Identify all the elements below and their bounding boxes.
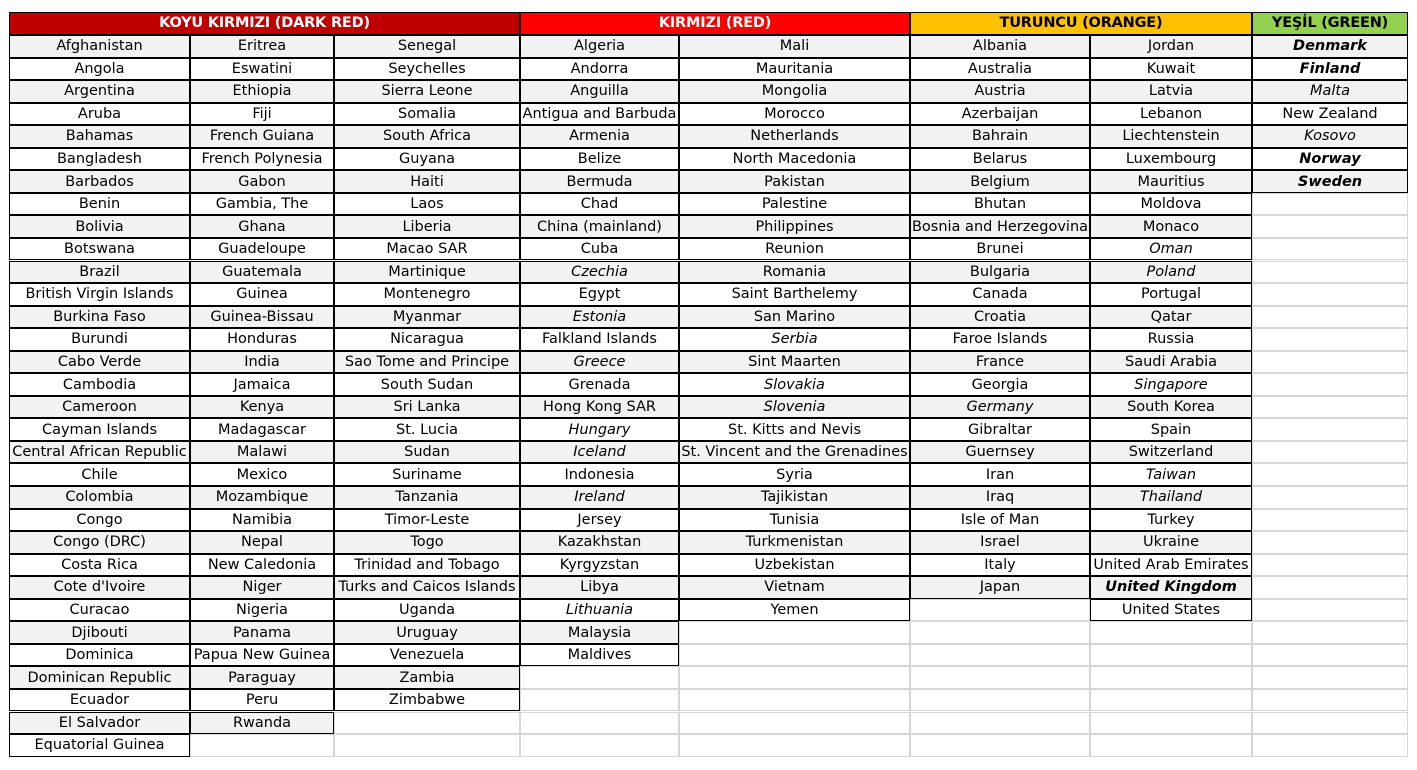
country-cell: Laos (334, 193, 520, 216)
country-cell: Cuba (520, 238, 679, 261)
country-cell: Serbia (679, 328, 910, 351)
country-cell: Monaco (1090, 215, 1252, 238)
country-cell: Liberia (334, 215, 520, 238)
country-cell: Anguilla (520, 80, 679, 103)
country-cell: Barbados (9, 170, 190, 193)
country-cell: Japan (910, 576, 1090, 599)
country-cell: Bhutan (910, 193, 1090, 216)
country-cell: Mexico (190, 463, 334, 486)
country-cell: Belarus (910, 148, 1090, 171)
country-cell: France (910, 351, 1090, 374)
empty-cell (1252, 261, 1408, 284)
country-cell: Russia (1090, 328, 1252, 351)
country-cell: Portugal (1090, 283, 1252, 306)
empty-cell (1090, 689, 1252, 712)
empty-cell (1252, 306, 1408, 329)
country-cell: Macao SAR (334, 238, 520, 261)
country-cell: Seychelles (334, 58, 520, 81)
country-cell: Germany (910, 396, 1090, 419)
empty-cell (679, 666, 910, 689)
country-cell: Uganda (334, 599, 520, 622)
country-cell: Turks and Caicos Islands (334, 576, 520, 599)
country-cell: India (190, 351, 334, 374)
empty-cell (520, 666, 679, 689)
empty-cell (1252, 441, 1408, 464)
country-cell: Brazil (9, 261, 190, 284)
country-cell: Belgium (910, 170, 1090, 193)
country-cell: Norway (1252, 148, 1408, 171)
empty-cell (1090, 712, 1252, 735)
empty-cell (1252, 644, 1408, 667)
country-cell: Madagascar (190, 418, 334, 441)
country-cell: Malaysia (520, 621, 679, 644)
country-cell: Botswana (9, 238, 190, 261)
country-cell: Bosnia and Herzegovina (910, 215, 1090, 238)
country-cell: Cameroon (9, 396, 190, 419)
country-cell: Papua New Guinea (190, 644, 334, 667)
empty-cell (334, 734, 520, 757)
empty-cell (1252, 599, 1408, 622)
empty-cell (1252, 509, 1408, 532)
country-cell: New Caledonia (190, 554, 334, 577)
country-cell: Azerbaijan (910, 103, 1090, 126)
empty-cell (520, 734, 679, 757)
empty-cell (1252, 373, 1408, 396)
header-orange: TURUNCU (ORANGE) (910, 12, 1252, 35)
country-cell: French Guiana (190, 125, 334, 148)
country-cell: St. Vincent and the Grenadines (679, 441, 910, 464)
country-cell: Colombia (9, 486, 190, 509)
country-cell: Bangladesh (9, 148, 190, 171)
header-green: YEŞİL (GREEN) (1252, 12, 1408, 35)
country-cell: Djibouti (9, 621, 190, 644)
country-cell: Ghana (190, 215, 334, 238)
country-cell: Mali (679, 35, 910, 58)
country-cell: Slovakia (679, 373, 910, 396)
header-dark-red: KOYU KIRMIZI (DARK RED) (9, 12, 520, 35)
country-cell: Niger (190, 576, 334, 599)
country-cell: Brunei (910, 238, 1090, 261)
country-cell: Eswatini (190, 58, 334, 81)
country-cell: Guadeloupe (190, 238, 334, 261)
country-cell: Morocco (679, 103, 910, 126)
country-cell: South Korea (1090, 396, 1252, 419)
empty-cell (910, 599, 1090, 622)
country-cell: Qatar (1090, 306, 1252, 329)
empty-cell (679, 734, 910, 757)
country-cell: Ethiopia (190, 80, 334, 103)
country-cell: Kyrgyzstan (520, 554, 679, 577)
country-cell: Tanzania (334, 486, 520, 509)
country-cell: Armenia (520, 125, 679, 148)
empty-cell (1252, 666, 1408, 689)
country-cell: Montenegro (334, 283, 520, 306)
country-cell: Egypt (520, 283, 679, 306)
country-cell: Saudi Arabia (1090, 351, 1252, 374)
country-cell: Iraq (910, 486, 1090, 509)
country-cell: Yemen (679, 599, 910, 622)
empty-cell (1252, 621, 1408, 644)
country-cell: Gabon (190, 170, 334, 193)
country-cell: Guernsey (910, 441, 1090, 464)
country-cell: Sri Lanka (334, 396, 520, 419)
country-cell: Panama (190, 621, 334, 644)
country-cell: Somalia (334, 103, 520, 126)
country-cell: Cabo Verde (9, 351, 190, 374)
country-cell: Benin (9, 193, 190, 216)
country-cell: Dominican Republic (9, 666, 190, 689)
empty-cell (1090, 734, 1252, 757)
empty-cell (190, 734, 334, 757)
country-cell: Turkey (1090, 509, 1252, 532)
empty-cell (910, 734, 1090, 757)
empty-cell (1252, 463, 1408, 486)
country-cell: Denmark (1252, 35, 1408, 58)
country-cell: Maldives (520, 644, 679, 667)
country-cell: Jordan (1090, 35, 1252, 58)
country-cell: Zambia (334, 666, 520, 689)
country-cell: Reunion (679, 238, 910, 261)
country-cell: Sao Tome and Principe (334, 351, 520, 374)
country-cell: United Arab Emirates (1090, 554, 1252, 577)
country-cell: Jamaica (190, 373, 334, 396)
empty-cell (1252, 689, 1408, 712)
country-cell: Albania (910, 35, 1090, 58)
country-cell: Bahrain (910, 125, 1090, 148)
country-cell: Gambia, The (190, 193, 334, 216)
country-cell: Trinidad and Tobago (334, 554, 520, 577)
country-cell: Uzbekistan (679, 554, 910, 577)
country-cell: Spain (1090, 418, 1252, 441)
country-cell: Algeria (520, 35, 679, 58)
country-cell: Pakistan (679, 170, 910, 193)
country-cell: Mozambique (190, 486, 334, 509)
empty-cell (679, 621, 910, 644)
empty-cell (1252, 215, 1408, 238)
country-cell: El Salvador (9, 712, 190, 735)
country-cell: Canada (910, 283, 1090, 306)
empty-cell (1090, 621, 1252, 644)
header-red: KIRMIZI (RED) (520, 12, 910, 35)
country-cell: Greece (520, 351, 679, 374)
country-cell: Isle of Man (910, 509, 1090, 532)
country-cell: Cambodia (9, 373, 190, 396)
country-cell: Mauritania (679, 58, 910, 81)
empty-cell (1090, 644, 1252, 667)
country-cell: Lithuania (520, 599, 679, 622)
country-cell: San Marino (679, 306, 910, 329)
empty-cell (1252, 576, 1408, 599)
country-cell: Suriname (334, 463, 520, 486)
country-cell: Nepal (190, 531, 334, 554)
country-cell: Namibia (190, 509, 334, 532)
country-cell: Ukraine (1090, 531, 1252, 554)
country-cell: Cote d'Ivoire (9, 576, 190, 599)
empty-cell (679, 644, 910, 667)
empty-cell (910, 644, 1090, 667)
empty-cell (520, 689, 679, 712)
country-cell: Honduras (190, 328, 334, 351)
country-cell: Iran (910, 463, 1090, 486)
country-cell: Timor-Leste (334, 509, 520, 532)
country-cell: British Virgin Islands (9, 283, 190, 306)
country-cell: Afghanistan (9, 35, 190, 58)
country-cell: Curacao (9, 599, 190, 622)
country-cell: Myanmar (334, 306, 520, 329)
empty-cell (1252, 351, 1408, 374)
country-cell: Iceland (520, 441, 679, 464)
empty-cell (910, 666, 1090, 689)
country-cell: Palestine (679, 193, 910, 216)
country-cell: Togo (334, 531, 520, 554)
country-cell: Andorra (520, 58, 679, 81)
country-cell: Ecuador (9, 689, 190, 712)
empty-cell (1090, 666, 1252, 689)
country-cell: Switzerland (1090, 441, 1252, 464)
country-cell: Sweden (1252, 170, 1408, 193)
country-cell: Paraguay (190, 666, 334, 689)
country-cell: French Polynesia (190, 148, 334, 171)
empty-cell (1252, 554, 1408, 577)
country-cell: Sierra Leone (334, 80, 520, 103)
country-cell: Hungary (520, 418, 679, 441)
country-cell: Kosovo (1252, 125, 1408, 148)
country-cell: Bahamas (9, 125, 190, 148)
country-cell: Turkmenistan (679, 531, 910, 554)
country-cell: Israel (910, 531, 1090, 554)
country-cell: St. Kitts and Nevis (679, 418, 910, 441)
country-cell: Ireland (520, 486, 679, 509)
country-cell: Bulgaria (910, 261, 1090, 284)
country-cell: Peru (190, 689, 334, 712)
country-cell: Malawi (190, 441, 334, 464)
country-cell: Zimbabwe (334, 689, 520, 712)
country-cell: Burkina Faso (9, 306, 190, 329)
country-cell: United States (1090, 599, 1252, 622)
country-cell: Guatemala (190, 261, 334, 284)
country-cell: Tajikistan (679, 486, 910, 509)
country-cell: Bolivia (9, 215, 190, 238)
country-cell: Syria (679, 463, 910, 486)
country-cell: Eritrea (190, 35, 334, 58)
country-cell: Netherlands (679, 125, 910, 148)
country-cell: Singapore (1090, 373, 1252, 396)
country-cell: Indonesia (520, 463, 679, 486)
country-cell: Falkland Islands (520, 328, 679, 351)
empty-cell (520, 712, 679, 735)
country-cell: Equatorial Guinea (9, 734, 190, 757)
empty-cell (1252, 734, 1408, 757)
country-cell: Mongolia (679, 80, 910, 103)
country-cell: Congo (DRC) (9, 531, 190, 554)
country-cell: Italy (910, 554, 1090, 577)
country-cell: Moldova (1090, 193, 1252, 216)
country-cell: St. Lucia (334, 418, 520, 441)
country-cell: Bermuda (520, 170, 679, 193)
country-cell: North Macedonia (679, 148, 910, 171)
country-cell: Saint Barthelemy (679, 283, 910, 306)
country-cell: Mauritius (1090, 170, 1252, 193)
country-cell: Liechtenstein (1090, 125, 1252, 148)
empty-cell (1252, 238, 1408, 261)
country-cell: Austria (910, 80, 1090, 103)
country-cell: Argentina (9, 80, 190, 103)
country-cell: Croatia (910, 306, 1090, 329)
country-cell: Chile (9, 463, 190, 486)
country-cell: China (mainland) (520, 215, 679, 238)
country-cell: Malta (1252, 80, 1408, 103)
country-cell: Congo (9, 509, 190, 532)
country-cell: Cayman Islands (9, 418, 190, 441)
country-cell: Kuwait (1090, 58, 1252, 81)
country-cell: Lebanon (1090, 103, 1252, 126)
country-cell: Uruguay (334, 621, 520, 644)
empty-cell (1252, 193, 1408, 216)
country-cell: New Zealand (1252, 103, 1408, 126)
country-cell: Sudan (334, 441, 520, 464)
country-cell: Antigua and Barbuda (520, 103, 679, 126)
empty-cell (679, 712, 910, 735)
country-cell: Gibraltar (910, 418, 1090, 441)
country-cell: Grenada (520, 373, 679, 396)
country-cell: Luxembourg (1090, 148, 1252, 171)
empty-cell (679, 689, 910, 712)
empty-cell (1252, 712, 1408, 735)
country-cell: Poland (1090, 261, 1252, 284)
country-cell: Libya (520, 576, 679, 599)
country-cell: Dominica (9, 644, 190, 667)
empty-cell (1252, 328, 1408, 351)
country-cell: Central African Republic (9, 441, 190, 464)
country-cell: South Africa (334, 125, 520, 148)
empty-cell (334, 712, 520, 735)
empty-cell (910, 621, 1090, 644)
empty-cell (910, 689, 1090, 712)
country-cell: Georgia (910, 373, 1090, 396)
empty-cell (1252, 531, 1408, 554)
country-cell: Romania (679, 261, 910, 284)
country-cell: Kenya (190, 396, 334, 419)
country-cell: Philippines (679, 215, 910, 238)
country-cell: Senegal (334, 35, 520, 58)
country-cell: Estonia (520, 306, 679, 329)
country-cell: Guinea (190, 283, 334, 306)
country-cell: Tunisia (679, 509, 910, 532)
country-cell: Finland (1252, 58, 1408, 81)
country-cell: Slovenia (679, 396, 910, 419)
country-cell: Latvia (1090, 80, 1252, 103)
empty-cell (1252, 396, 1408, 419)
country-cell: Taiwan (1090, 463, 1252, 486)
country-cell: Venezuela (334, 644, 520, 667)
country-cell: Hong Kong SAR (520, 396, 679, 419)
country-cell: Belize (520, 148, 679, 171)
country-cell: Thailand (1090, 486, 1252, 509)
country-cell: Vietnam (679, 576, 910, 599)
country-cell: Angola (9, 58, 190, 81)
country-cell: Fiji (190, 103, 334, 126)
empty-cell (1252, 283, 1408, 306)
country-cell: Sint Maarten (679, 351, 910, 374)
country-cell: Rwanda (190, 712, 334, 735)
country-cell: Australia (910, 58, 1090, 81)
country-cell: Faroe Islands (910, 328, 1090, 351)
empty-cell (1252, 418, 1408, 441)
empty-cell (1252, 486, 1408, 509)
country-cell: Guinea-Bissau (190, 306, 334, 329)
country-cell: Kazakhstan (520, 531, 679, 554)
country-cell: Chad (520, 193, 679, 216)
country-cell: Haiti (334, 170, 520, 193)
country-cell: Aruba (9, 103, 190, 126)
country-cell: South Sudan (334, 373, 520, 396)
country-cell: Burundi (9, 328, 190, 351)
country-cell: United Kingdom (1090, 576, 1252, 599)
country-cell: Oman (1090, 238, 1252, 261)
country-cell: Nigeria (190, 599, 334, 622)
country-cell: Costa Rica (9, 554, 190, 577)
empty-cell (910, 712, 1090, 735)
country-cell: Jersey (520, 509, 679, 532)
country-cell: Czechia (520, 261, 679, 284)
country-cell: Nicaragua (334, 328, 520, 351)
country-cell: Martinique (334, 261, 520, 284)
country-cell: Guyana (334, 148, 520, 171)
